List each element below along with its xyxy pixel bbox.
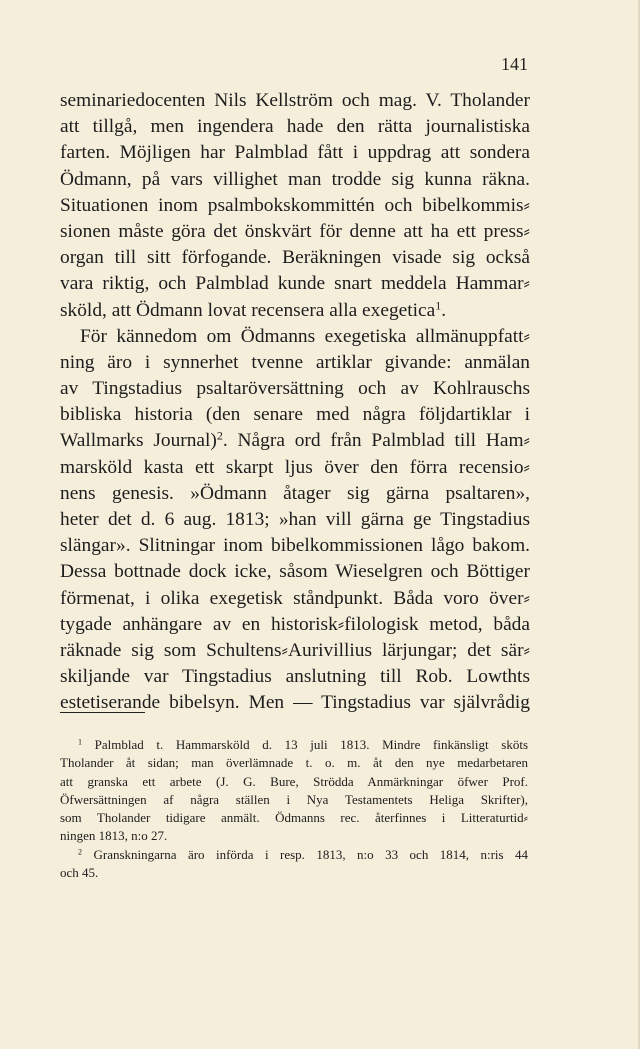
footnote-ref-1: 1 xyxy=(435,297,442,312)
body-line: bibliska historia (den senare med några följdartiklar i xyxy=(60,404,530,426)
body-line: Ödmann, på vars villighet man trodde sig kunna räkna. xyxy=(60,168,530,190)
footnote-text: Granskningarna äro införda i resp. 1813, n:o 33 och 1814, n:ris 44 xyxy=(93,846,529,862)
body-line: estetiserande bibelsyn. Men — Tingstadius var självrådig xyxy=(60,692,530,714)
footnote-2-line xyxy=(60,846,528,864)
body-line: Situationen inom psalmbokskommittén och bibelkommis⸗ xyxy=(60,194,530,216)
body-line: att tillgå, men ingendera hade den rätta journalistiska xyxy=(60,116,530,138)
footnote-divider xyxy=(60,712,145,713)
footnote-1-line: att granska ett arbete (J. G. Bure, Strödda Anmärkningar öfwer Prof. xyxy=(60,773,528,789)
body-line: skiljande var Tingstadius anslutning till Rob. Lowthts xyxy=(60,666,530,688)
body-line: vara riktig, och Palmblad kunde snart meddela Hammar⸗ xyxy=(60,273,530,295)
body-line: marsköld kasta ett skarpt ljus över den förra recensio⸗ xyxy=(60,456,530,478)
body-line: heter det d. 6 aug. 1813; »han vill gärna ge Tingstadius xyxy=(60,509,530,530)
body-line: seminariedocenten Nils Kellström och mag. V. Tholander xyxy=(60,90,530,111)
body-line: nens genesis. »Ödmann åtager sig gärna psaltaren», xyxy=(60,482,530,504)
body-line: Dessa bottnade dock icke, såsom Wieselgren och Böttiger xyxy=(60,561,530,583)
body-line: av Tingstadius psaltaröversättning och av Kohlrauschs xyxy=(60,378,530,400)
body-line-with-footnote xyxy=(60,428,530,454)
body-line: sionen måste göra det önskvärt för denne att ha ett press⸗ xyxy=(60,220,530,242)
body-line-paragraph-end xyxy=(60,298,530,324)
body-line: slängar». Slitningar inom bibelkommissionen lågo bakom. xyxy=(60,535,530,557)
body-line-text: sköld, att Ödmann lovat recensera alla exegetica xyxy=(60,299,436,321)
body-line: ning äro i synnerhet tvenne artiklar givande: anmälan xyxy=(60,351,530,373)
body-line-tail: . xyxy=(441,299,447,321)
footnotes xyxy=(60,736,528,882)
footnote-1-line: Tholander åt sidan; man överlämnade t. o. m. åt den nye medarbetaren xyxy=(60,755,528,771)
footnote-2-marker: 2 xyxy=(78,847,83,857)
page-number: 141 xyxy=(501,54,528,74)
footnote-text: Palmblad t. Hammarsköld d. 13 juli 1813. Mindre finkänsligt sköts xyxy=(94,737,528,752)
body-line: farten. Möjligen har Palmblad fått i uppdrag att sondera xyxy=(60,142,530,164)
body-line-paragraph-start: För kännedom om Ödmanns exegetiska allmänuppfatt⸗ xyxy=(80,325,530,347)
body-line-tail: . Några ord från Palmblad till Ham⸗ xyxy=(222,430,531,452)
footnote-ref-2: 2 xyxy=(216,428,223,443)
footnote-1-line: Öfwersättningen af några ställen i Nya Testamentets Heliga Skrifter), xyxy=(60,791,528,807)
body-line: organ till sitt förfogande. Beräkningen visade sig också xyxy=(60,247,530,269)
footnote-1-line: som Tholander tidigare anmält. Ödmanns rec. återfinnes i Litteraturtid⸗ xyxy=(60,810,528,826)
body-line: tygade anhängare av en historisk⸗filologisk metod, båda xyxy=(60,613,530,635)
footnote-1-line xyxy=(60,736,528,754)
footnote-2-line: och 45. xyxy=(60,865,99,881)
footnote-1-line: ningen 1813, n:o 27. xyxy=(60,828,168,844)
body-text xyxy=(60,88,530,717)
footnote-1-marker: 1 xyxy=(78,737,83,747)
body-line: räknade sig som Schultens⸗Aurivillius lärjungar; det sär⸗ xyxy=(60,639,530,661)
body-line-text: Wallmarks Journal) xyxy=(60,430,217,452)
body-line: förmenat, i olika exegetisk ståndpunkt. Båda voro över⸗ xyxy=(60,587,530,609)
